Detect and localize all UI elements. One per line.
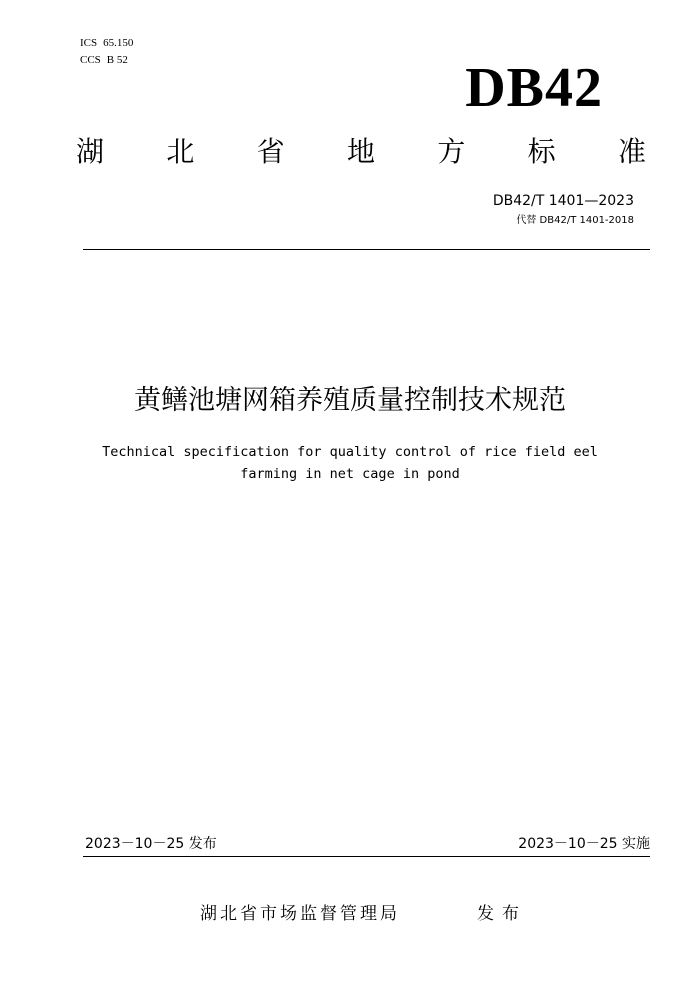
ccs-value: B 52 <box>106 54 128 66</box>
ccs-label: CCS <box>80 54 101 66</box>
document-title-chinese: 黄鳝池塘网箱养殖质量控制技术规范 <box>134 385 566 416</box>
document-title-english <box>0 441 700 485</box>
footer-divider <box>83 856 650 857</box>
english-title-line: Technical specification for quality control of rice field eel <box>102 444 598 460</box>
category-char: 北 <box>166 135 195 168</box>
standard-number: DB42/T 1401—2023 <box>492 193 634 209</box>
issuing-authority: 湖北省市场监督管理局 <box>200 904 400 924</box>
category-char: 湖 <box>76 135 105 168</box>
standard-category <box>76 132 646 172</box>
category-char: 方 <box>437 135 466 168</box>
release-date: 2023－10－25 发布 <box>85 836 217 852</box>
category-char: 准 <box>617 135 646 168</box>
issue-label: 发布 <box>477 904 527 924</box>
ics-label: ICS <box>80 37 98 49</box>
english-title-line: farming in net cage in pond <box>240 466 460 482</box>
ccs-line <box>80 53 128 67</box>
header-divider <box>83 249 650 250</box>
ics-line <box>80 36 133 50</box>
ics-value: 65.150 <box>103 37 134 49</box>
implement-date: 2023－10－25 实施 <box>518 836 650 852</box>
standard-code: DB42 <box>465 57 603 119</box>
category-char: 地 <box>346 135 375 168</box>
replaces-standard: 代替 DB42/T 1401-2018 <box>516 215 634 226</box>
category-char: 省 <box>256 135 285 168</box>
category-char: 标 <box>527 135 556 168</box>
